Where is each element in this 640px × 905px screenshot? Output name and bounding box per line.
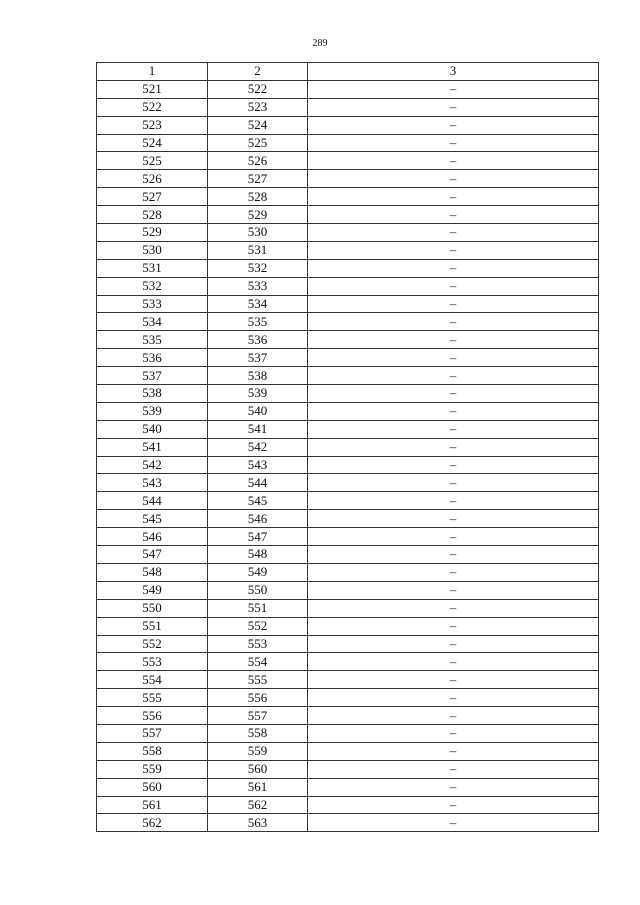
table-cell-col-1: 534 xyxy=(97,313,208,331)
table-cell-col-3: – xyxy=(308,474,599,492)
table-row xyxy=(97,206,599,224)
table-cell-col-1: 559 xyxy=(97,760,208,778)
table-row xyxy=(97,581,599,599)
data-table xyxy=(96,62,599,832)
table-cell-col-2: 552 xyxy=(208,617,308,635)
table-cell-col-1: 532 xyxy=(97,277,208,295)
table-row xyxy=(97,170,599,188)
table-cell-col-3: – xyxy=(308,581,599,599)
table-cell-col-1: 535 xyxy=(97,331,208,349)
table-cell-col-2: 532 xyxy=(208,259,308,277)
table-cell-col-1: 554 xyxy=(97,671,208,689)
table-row xyxy=(97,259,599,277)
table-cell-col-2: 524 xyxy=(208,116,308,134)
table-cell-col-3: – xyxy=(308,778,599,796)
table-row xyxy=(97,152,599,170)
table-cell-col-2: 561 xyxy=(208,778,308,796)
table-row xyxy=(97,188,599,206)
table-row xyxy=(97,277,599,295)
table-cell-col-1: 531 xyxy=(97,259,208,277)
table-cell-col-2: 563 xyxy=(208,814,308,832)
table-row xyxy=(97,331,599,349)
table-cell-col-3: – xyxy=(308,331,599,349)
table-cell-col-3: – xyxy=(308,349,599,367)
table-cell-col-1: 530 xyxy=(97,241,208,259)
table-row xyxy=(97,224,599,242)
table-row xyxy=(97,760,599,778)
table-cell-col-1: 556 xyxy=(97,707,208,725)
table-row xyxy=(97,653,599,671)
table-cell-col-3: – xyxy=(308,707,599,725)
table-cell-col-1: 553 xyxy=(97,653,208,671)
table-cell-col-1: 551 xyxy=(97,617,208,635)
table-row xyxy=(97,134,599,152)
table-cell-col-2: 533 xyxy=(208,277,308,295)
table-body xyxy=(97,80,599,831)
table-cell-col-2: 538 xyxy=(208,367,308,385)
table-row xyxy=(97,474,599,492)
table-cell-col-3: – xyxy=(308,760,599,778)
column-header-2: 2 xyxy=(208,63,308,81)
table-cell-col-2: 537 xyxy=(208,349,308,367)
table-cell-col-2: 556 xyxy=(208,689,308,707)
table-cell-col-3: – xyxy=(308,367,599,385)
table-cell-col-3: – xyxy=(308,671,599,689)
table-cell-col-2: 530 xyxy=(208,224,308,242)
table-cell-col-1: 528 xyxy=(97,206,208,224)
table-row xyxy=(97,492,599,510)
table-cell-col-3: – xyxy=(308,796,599,814)
table-cell-col-3: – xyxy=(308,259,599,277)
table-cell-col-3: – xyxy=(308,563,599,581)
table-cell-col-1: 538 xyxy=(97,385,208,403)
table-cell-col-3: – xyxy=(308,599,599,617)
table-cell-col-2: 554 xyxy=(208,653,308,671)
table-cell-col-3: – xyxy=(308,206,599,224)
table-row xyxy=(97,438,599,456)
table-cell-col-1: 547 xyxy=(97,546,208,564)
table-cell-col-2: 539 xyxy=(208,385,308,403)
table-cell-col-3: – xyxy=(308,653,599,671)
table-cell-col-2: 540 xyxy=(208,402,308,420)
table-cell-col-1: 542 xyxy=(97,456,208,474)
table-row xyxy=(97,241,599,259)
table-cell-col-3: – xyxy=(308,438,599,456)
table-cell-col-3: – xyxy=(308,456,599,474)
table-row xyxy=(97,599,599,617)
table-cell-col-3: – xyxy=(308,617,599,635)
table-header-row xyxy=(97,63,599,81)
table-cell-col-3: – xyxy=(308,188,599,206)
table-cell-col-1: 548 xyxy=(97,563,208,581)
table-row xyxy=(97,671,599,689)
table-cell-col-2: 548 xyxy=(208,546,308,564)
table-cell-col-1: 541 xyxy=(97,438,208,456)
table-cell-col-1: 561 xyxy=(97,796,208,814)
table-cell-col-1: 537 xyxy=(97,367,208,385)
table-cell-col-3: – xyxy=(308,80,599,98)
table-row xyxy=(97,635,599,653)
table-cell-col-2: 553 xyxy=(208,635,308,653)
table-cell-col-3: – xyxy=(308,295,599,313)
page-number: 289 xyxy=(312,38,328,49)
table-row xyxy=(97,510,599,528)
table-row xyxy=(97,420,599,438)
table-cell-col-1: 552 xyxy=(97,635,208,653)
table-cell-col-3: – xyxy=(308,134,599,152)
table-cell-col-3: – xyxy=(308,814,599,832)
table-cell-col-1: 543 xyxy=(97,474,208,492)
table-row xyxy=(97,689,599,707)
table-cell-col-1: 536 xyxy=(97,349,208,367)
table-cell-col-2: 526 xyxy=(208,152,308,170)
table-cell-col-1: 539 xyxy=(97,402,208,420)
table-cell-col-2: 527 xyxy=(208,170,308,188)
table-cell-col-1: 523 xyxy=(97,116,208,134)
table-row xyxy=(97,742,599,760)
table-cell-col-3: – xyxy=(308,724,599,742)
table-row xyxy=(97,814,599,832)
table-cell-col-1: 544 xyxy=(97,492,208,510)
table-cell-col-3: – xyxy=(308,224,599,242)
table-cell-col-3: – xyxy=(308,528,599,546)
table-cell-col-3: – xyxy=(308,170,599,188)
table-cell-col-2: 558 xyxy=(208,724,308,742)
table-row xyxy=(97,313,599,331)
table-cell-col-2: 555 xyxy=(208,671,308,689)
table-cell-col-3: – xyxy=(308,546,599,564)
table-cell-col-1: 545 xyxy=(97,510,208,528)
table-row xyxy=(97,778,599,796)
table-cell-col-1: 549 xyxy=(97,581,208,599)
table-cell-col-1: 526 xyxy=(97,170,208,188)
table-cell-col-2: 560 xyxy=(208,760,308,778)
table-cell-col-1: 524 xyxy=(97,134,208,152)
table-row xyxy=(97,563,599,581)
table-cell-col-2: 522 xyxy=(208,80,308,98)
table-row xyxy=(97,349,599,367)
table-cell-col-2: 547 xyxy=(208,528,308,546)
table-row xyxy=(97,98,599,116)
table-cell-col-3: – xyxy=(308,635,599,653)
table-cell-col-3: – xyxy=(308,689,599,707)
table-cell-col-1: 555 xyxy=(97,689,208,707)
table-cell-col-2: 534 xyxy=(208,295,308,313)
table-row xyxy=(97,367,599,385)
table-cell-col-1: 546 xyxy=(97,528,208,546)
table-cell-col-2: 551 xyxy=(208,599,308,617)
table-row xyxy=(97,456,599,474)
table-row xyxy=(97,80,599,98)
table-cell-col-2: 559 xyxy=(208,742,308,760)
table-cell-col-3: – xyxy=(308,402,599,420)
table-cell-col-2: 531 xyxy=(208,241,308,259)
table-cell-col-1: 533 xyxy=(97,295,208,313)
table-cell-col-3: – xyxy=(308,510,599,528)
table-row xyxy=(97,528,599,546)
column-header-1: 1 xyxy=(97,63,208,81)
table-row xyxy=(97,402,599,420)
table-cell-col-2: 549 xyxy=(208,563,308,581)
table-cell-col-2: 543 xyxy=(208,456,308,474)
table-cell-col-3: – xyxy=(308,98,599,116)
table-cell-col-1: 558 xyxy=(97,742,208,760)
table-cell-col-3: – xyxy=(308,241,599,259)
table-cell-col-2: 525 xyxy=(208,134,308,152)
table-cell-col-3: – xyxy=(308,385,599,403)
table-cell-col-2: 536 xyxy=(208,331,308,349)
table-cell-col-2: 546 xyxy=(208,510,308,528)
table-cell-col-1: 529 xyxy=(97,224,208,242)
table-row xyxy=(97,295,599,313)
table-cell-col-1: 562 xyxy=(97,814,208,832)
table-cell-col-3: – xyxy=(308,492,599,510)
table-cell-col-1: 550 xyxy=(97,599,208,617)
table-cell-col-2: 535 xyxy=(208,313,308,331)
table-cell-col-3: – xyxy=(308,742,599,760)
table-cell-col-2: 562 xyxy=(208,796,308,814)
table-cell-col-3: – xyxy=(308,116,599,134)
table-cell-col-1: 557 xyxy=(97,724,208,742)
table-cell-col-2: 544 xyxy=(208,474,308,492)
column-header-3: 3 xyxy=(308,63,599,81)
table-cell-col-1: 527 xyxy=(97,188,208,206)
table-cell-col-1: 521 xyxy=(97,80,208,98)
table-row xyxy=(97,546,599,564)
table-cell-col-1: 540 xyxy=(97,420,208,438)
table-row xyxy=(97,796,599,814)
table-cell-col-2: 557 xyxy=(208,707,308,725)
table-cell-col-2: 550 xyxy=(208,581,308,599)
table-cell-col-2: 545 xyxy=(208,492,308,510)
table-cell-col-3: – xyxy=(308,277,599,295)
table-cell-col-2: 542 xyxy=(208,438,308,456)
table-row xyxy=(97,617,599,635)
table-row xyxy=(97,707,599,725)
table-cell-col-1: 525 xyxy=(97,152,208,170)
table-cell-col-2: 541 xyxy=(208,420,308,438)
table-row xyxy=(97,385,599,403)
table-cell-col-1: 560 xyxy=(97,778,208,796)
table-row xyxy=(97,724,599,742)
table-cell-col-3: – xyxy=(308,420,599,438)
table-cell-col-1: 522 xyxy=(97,98,208,116)
table-cell-col-2: 529 xyxy=(208,206,308,224)
table-row xyxy=(97,116,599,134)
table-cell-col-2: 523 xyxy=(208,98,308,116)
table-cell-col-2: 528 xyxy=(208,188,308,206)
table-cell-col-3: – xyxy=(308,313,599,331)
table-cell-col-3: – xyxy=(308,152,599,170)
